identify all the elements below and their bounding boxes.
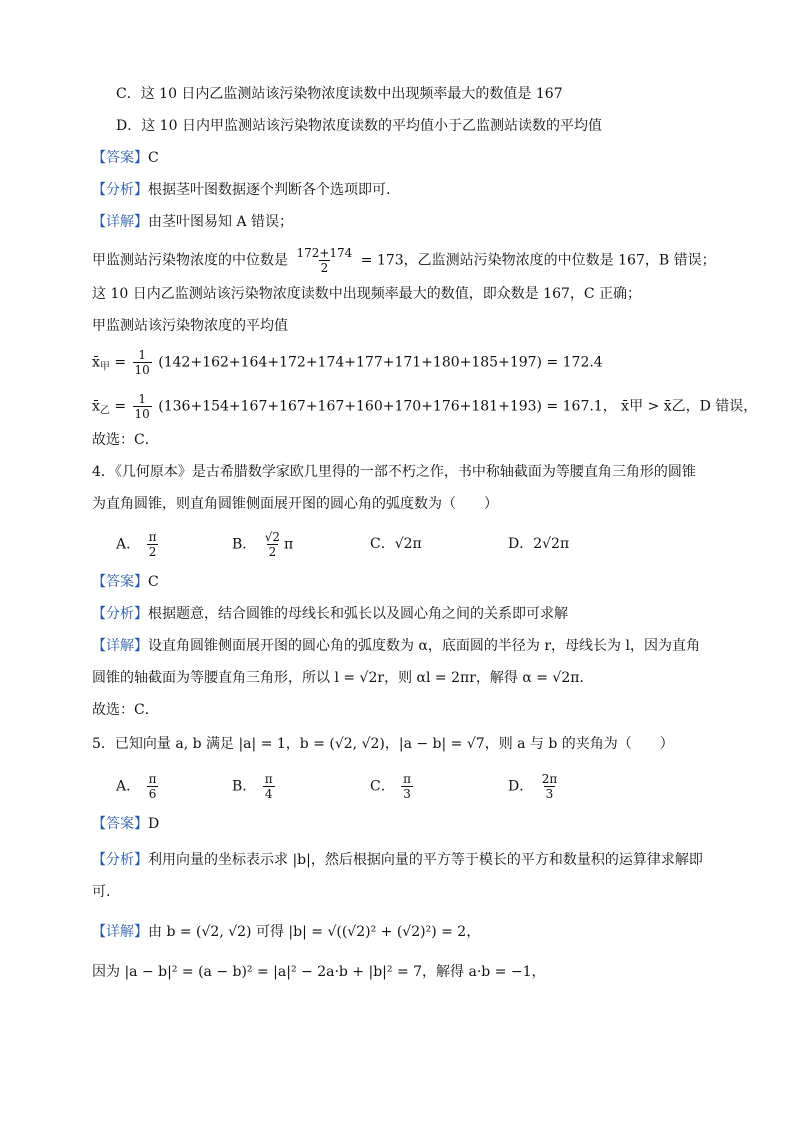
q5-option-a [116,772,160,801]
q3-conclusion: 故选：C． [92,432,159,448]
q4-conclusion: 故选：C． [92,702,159,718]
q3-median-line [92,246,716,275]
answer-value: C [148,574,159,590]
fraction-numerator: √2 [264,530,281,544]
mean-yi-subscript: 乙 [99,405,110,417]
analysis-text: 利用向量的坐标表示求 |b|，然后根据向量的平方等于模长的平方和数量积的运算律求解即 [148,852,703,868]
q4-analysis [92,604,568,624]
mean-jia-expression: (142+162+164+172+174+177+171+180+185+197) = 172.4 [158,354,603,371]
q3-option-d: D．这 10 日内甲监测站该污染物浓度读数的平均值小于乙监测站读数的平均值 [116,118,602,134]
q4-option-a [116,530,160,559]
fraction-denominator: 3 [403,787,411,801]
q3-mean-jia: $x̄_甲$ = $\frac{1}{10}$ (142+162+164+172+174+177+171+180+185+197) = 172.4 [92,348,603,377]
q5-stem: 5．已知向量 a, b 满足 |a| = 1，b = (√2, √2)，|a − b| = √7，则 a 与 b 的夹角为（ ） [92,736,674,752]
q5-option-b [232,772,277,801]
q4-detail-line1 [92,636,700,656]
option-fraction [147,772,159,801]
detail-tag: 【详解】 [92,924,148,940]
q5-detail-line2: 因为 |a − b|² = (a − b)² = |a|² − 2a·b + |b|² = 7，解得 a·b = −1， [92,964,546,980]
answer-value: D [148,816,160,832]
q4-stem-line1: 4．《几何原本》是古希腊数学家欧几里得的一部不朽之作，书中称轴截面为等腰直角三角形的圆锥 [92,464,696,480]
option-fraction [147,530,159,559]
fraction-denominator: 2 [148,545,157,559]
q3-option-c: C．这 10 日内乙监测站该污染物浓度读数中出现频率最大的数值是 167 [116,86,563,102]
answer-tag: 【答案】 [92,150,148,166]
detail-text: 设直角圆锥侧面展开图的圆心角的弧度数为 α，底面圆的半径为 r，母线长为 l，因为直角 [148,638,700,654]
mean-yi-fraction [133,392,152,421]
q5-detail-line1 [92,922,480,942]
fraction-denominator: 3 [545,787,554,801]
fraction-denominator: 6 [148,787,157,801]
option-label: D． [508,778,534,795]
answer-value: C [148,150,159,166]
q4-option-b [232,530,293,559]
q3-mode-line: 这 10 日内乙监测站该污染物浓度读数中出现频率最大的数值，即众数是 167，C 正确； [92,286,642,302]
median-fraction [294,246,354,275]
median-post: = 173，乙监测站污染物浓度的中位数是 167，B 错误； [360,252,716,269]
fraction-numerator: π [148,772,157,786]
option-label: A． [116,536,141,553]
fraction-denominator: 2 [268,545,277,559]
option-label: A． [116,778,141,795]
fraction-numerator: π [403,772,412,786]
analysis-tag: 【分析】 [92,182,148,198]
q4-option-d: D．2√2π [508,536,570,552]
detail-text: 由茎叶图易知 A 错误； [148,214,294,230]
analysis-tag: 【分析】 [92,606,148,622]
fraction-numerator: π [148,530,157,544]
mean-yi-expression: (136+154+167+167+167+160+170+176+181+193) = 167.1， [158,398,617,415]
q3-mean-title: 甲监测站该污染物浓度的平均值 [92,318,288,334]
mean-jia-fraction [133,348,152,377]
option-fraction [540,772,560,801]
q4-stem-line2: 为直角圆锥，则直角圆锥侧面展开图的圆心角的弧度数为（ ） [92,496,498,512]
fraction-numerator: π [264,772,273,786]
option-label: B． [232,536,257,553]
median-denominator: 2 [320,261,329,275]
q3-analysis [92,180,390,200]
fraction-denominator: 4 [264,787,273,801]
answer-tag: 【答案】 [92,816,148,832]
median-pre: 甲监测站污染物浓度的中位数是 [92,252,288,269]
mean-comparison: x̄甲 > x̄乙，D 错误， [621,398,758,415]
q3-mean-yi: $x̄_乙$ = $\frac{1}{10}$ (136+154+167+167+167+160+170+176+181+193) = 167.1， x̄甲 > x̄乙，D 错误， [92,392,758,421]
analysis-text: 根据题意，结合圆锥的母线长和弧长以及圆心角之间的关系即可求解 [148,606,568,622]
q3-answer [92,148,159,168]
q5-analysis-line2: 可. [92,884,111,900]
option-label: B． [232,778,257,795]
q4-option-c: C．√2π [370,536,422,552]
mean-jia-subscript: 甲 [99,361,110,373]
mean-yi-denominator: 10 [134,407,150,421]
q5-analysis-line1 [92,850,703,870]
q4-detail-line2: 圆锥的轴截面为等腰直角三角形，所以 l = √2r，则 αl = 2πr，解得 α = √2π． [92,670,594,686]
median-numerator: 172+174 [296,246,353,260]
q4-answer [92,572,159,592]
detail-text: 由 b = (√2, √2) 可得 |b| = √((√2)² + (√2)²) = 2， [148,924,481,940]
q5-answer [92,814,159,834]
mean-yi-numerator: 1 [138,392,146,406]
analysis-text: 根据茎叶图数据逐个判断各个选项即可. [148,182,391,198]
option-fraction [263,772,275,801]
q5-option-c [370,772,415,801]
answer-tag: 【答案】 [92,574,148,590]
q3-detail [92,212,293,232]
option-tail: π [284,536,294,553]
mean-jia-numerator: 1 [138,348,146,362]
fraction-numerator: 2π [541,772,558,786]
option-fraction [401,772,413,801]
option-label: C． [370,778,395,795]
mean-jia-symbol: x̄ [92,354,100,371]
detail-tag: 【详解】 [92,214,148,230]
mean-jia-denominator: 10 [134,363,150,377]
detail-tag: 【详解】 [92,638,148,654]
option-fraction [263,530,282,559]
q5-option-d [508,772,561,801]
mean-yi-symbol: x̄ [92,398,100,415]
analysis-tag: 【分析】 [92,852,148,868]
